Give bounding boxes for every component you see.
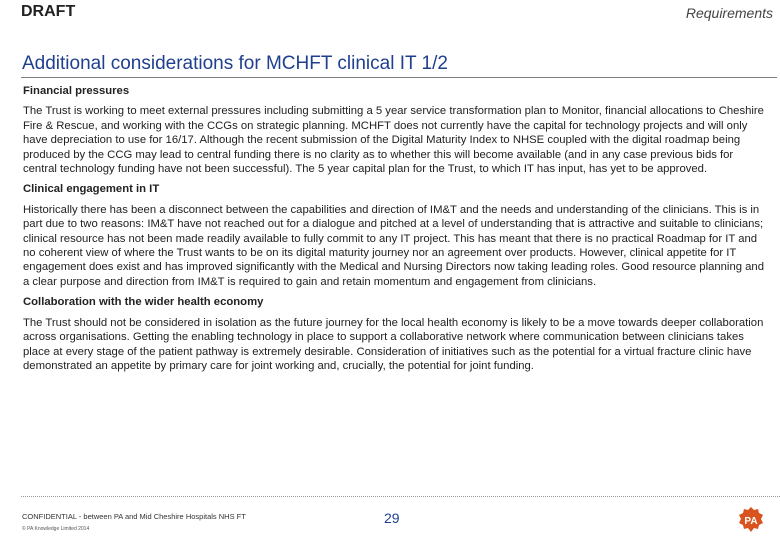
footer-divider: [21, 496, 780, 497]
page-title: Additional considerations for MCHFT clinical IT 1/2: [22, 53, 448, 74]
svg-text:PA: PA: [744, 516, 758, 527]
section-heading-financial: Financial pressures: [23, 85, 130, 97]
section-heading-clinical: Clinical engagement in IT: [23, 183, 160, 196]
copyright-notice: © PA Knowledge Limited 2014: [22, 526, 90, 532]
pa-logo-icon: [738, 507, 764, 533]
section-body-collaboration: The Trust should not be considered in isolation as the future journey for the local health economy is likely to be a move towards deeper collaboration across organisations. Getting the enabling technology in place to support a collaborative network where communication between clinicians takes place at every stage of the patient pathway is extremely desirable. Consideration of initiatives such as the potential for a virtual fracture clinic have demonstrated an appetite by primary care for joint working and, crucially, the potential for joint funding.: [23, 316, 764, 372]
draft-label: DRAFT: [21, 3, 76, 20]
section-body-clinical: Historically there has been a disconnect between the capabilities and direction of IM&T and the needs and understanding of the clinicians. This is in part due to two reasons: IM&T have not reached out for a dialogue and pitched at a level of understanding that is attractive and suitable to clinicians; clinical resource has not been made readily available to fully commit to any IT project. This has meant that there is no practical Roadmap for IT and no coherent view of where the Trust wants to be on its digital maturity journey nor an agreement over products. However, clinical appetite for IT engagement does exist and has improved significantly with the Medical and Nursing Directors now taking leading roles. Good resource planning and a clear purpose and direction from IM&T is required to gain and retain momentum and engagement from clinicians.: [23, 203, 764, 288]
content-body: [23, 84, 767, 379]
title-divider: [21, 77, 777, 78]
section-label: Requirements: [685, 5, 773, 21]
page-number: 29: [384, 510, 400, 526]
confidentiality-notice: CONFIDENTIAL - between PA and Mid Cheshire Hospitals NHS FT: [22, 512, 246, 521]
section-body-financial: The Trust is working to meet external pressures including submitting a 5 year service transformation plan to Monitor, financial allocations to Cheshire Fire & Rescue, and working with the CCGs on strategic planning. MCHFT does not currently have the capital for technology projects and will only have depreciation to use for 16/17. Although the recent submission of the Digital Maturity Index to NHSE coupled with the digital roadmap being produced by the CCG may lead to central funding there is no clarity as to whether this will become available (and in any case previous bids for central technology funding have not been successful). The 5 year capital plan for the Trust, to which IT has input, has yet to be approved.: [23, 105, 764, 176]
section-heading-collaboration: Collaboration with the wider health economy: [23, 296, 264, 309]
